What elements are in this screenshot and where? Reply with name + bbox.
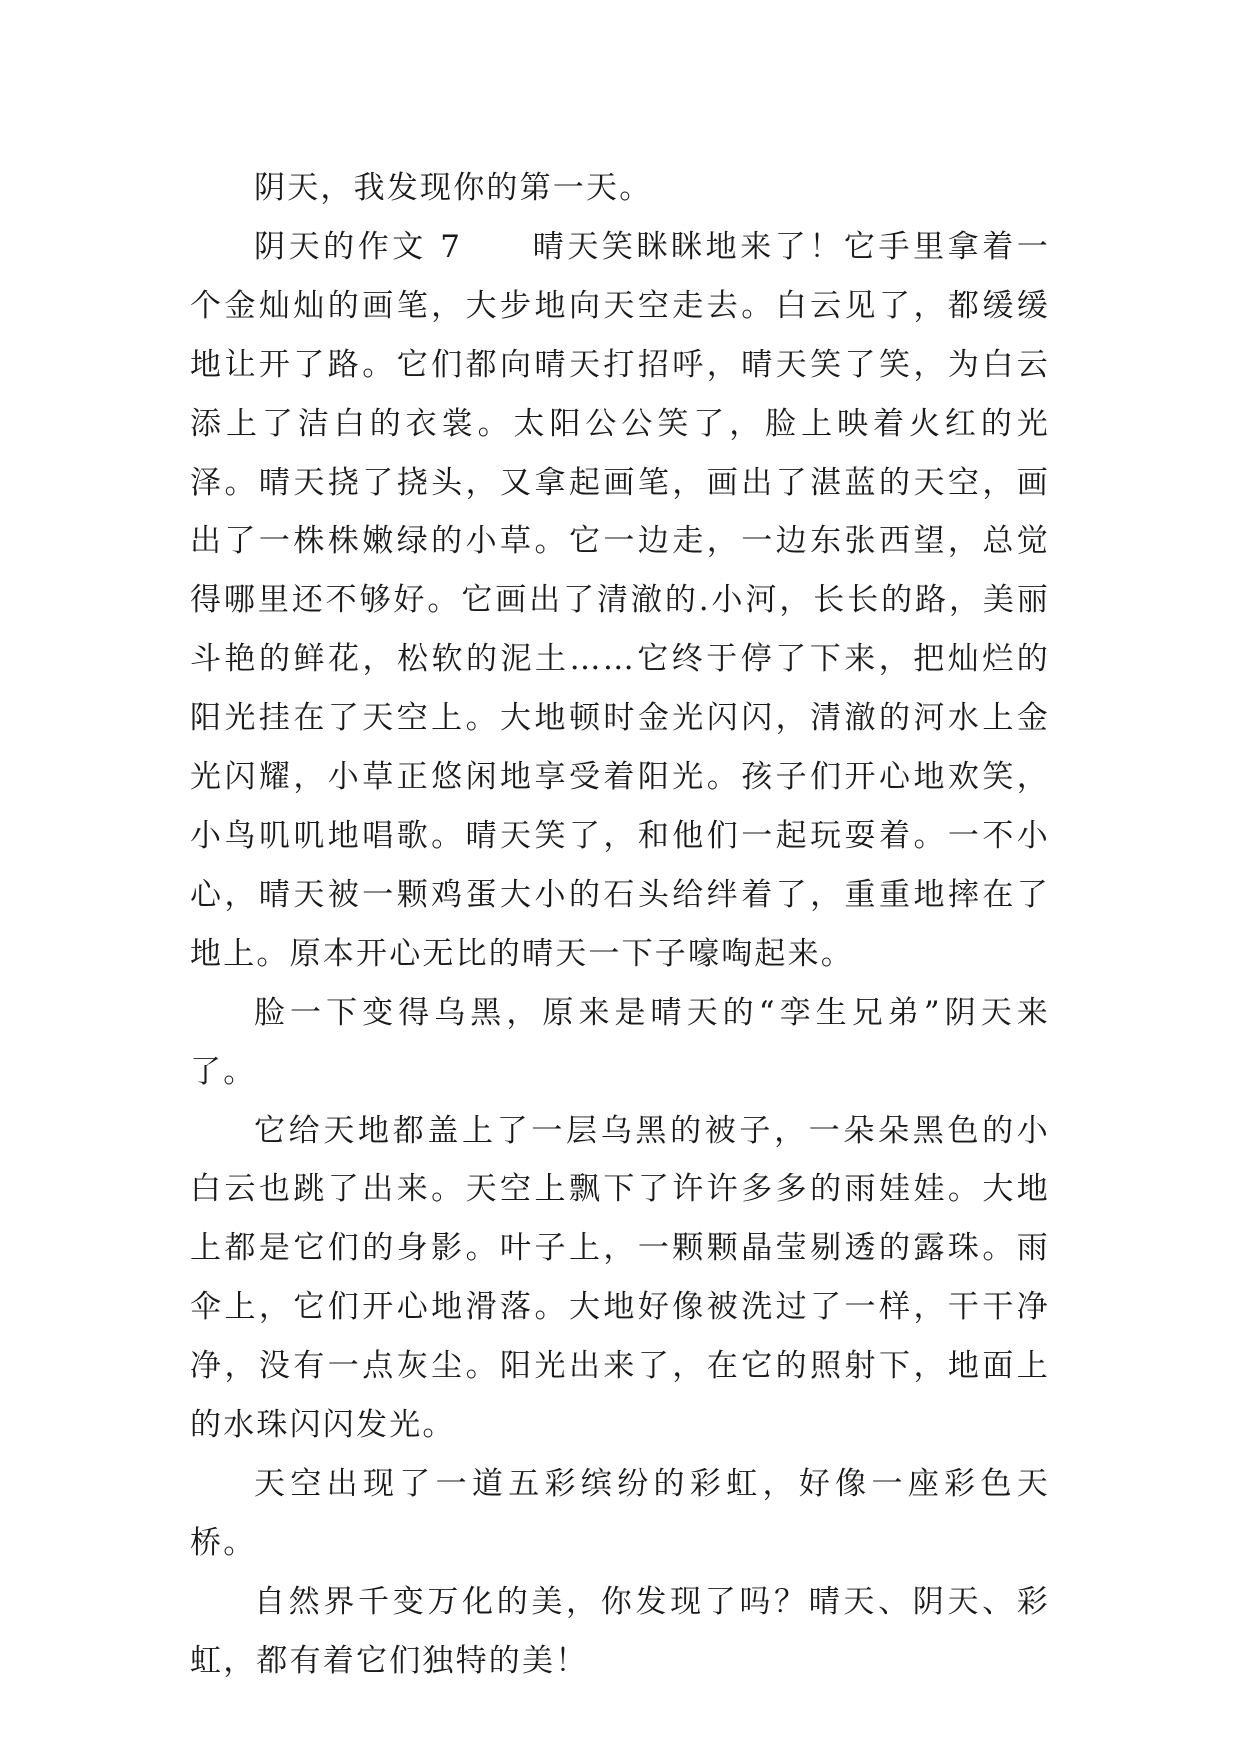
- paragraph-5: 天空出现了一道五彩缤纷的彩虹，好像一座彩色天桥。: [190, 1465, 1050, 1561]
- paragraph-6: 自然界千变万化的美，你发现了吗？晴天、阴天、彩虹，都有着它们独特的美！: [190, 1583, 1050, 1679]
- paragraph-4: 它给天地都盖上了一层乌黑的被子，一朵朵黑色的小白云也跳了出来。天空上飘下了许许多多的雨娃娃。大地上都是它们的身影。叶子上，一颗颗晶莹剔透的露珠。雨伞上，它们开心地滑落。大地好像被洗过了一样，干干净净，没有一点灰尘。阳光出来了，在它的照射下，地面上的水珠闪闪发光。: [190, 1112, 1050, 1444]
- paragraph-1: 阴天，我发现你的第一天。: [254, 170, 653, 206]
- paragraph-3: 脸一下变得乌黑，原来是晴天的“孪生兄弟”阴天来了。: [190, 994, 1050, 1090]
- essay-body: [190, 159, 1050, 1691]
- paragraph-2: 阴天的作文 7 晴天笑眯眯地来了！它手里拿着一个金灿灿的画笔，大步地向天空走去。白云见了，都缓缓地让开了路。它们都向晴天打招呼，晴天笑了笑，为白云添上了洁白的衣裳。太阳公公笑了，脸上映着火红的光泽。晴天挠了挠头，又拿起画笔，画出了湛蓝的天空，画出了一株株嫩绿的小草。它一边走，一边东张西望，总觉得哪里还不够好。它画出了清澈的.小河，长长的路，美丽斗艳的鲜花，松软的泥土……它终于停了下来，把灿烂的阳光挂在了天空上。大地顿时金光闪闪，清澈的河水上金光闪耀，小草正悠闲地享受着阳光。孩子们开心地欢笑，小鸟叽叽地唱歌。晴天笑了，和他们一起玩耍着。一不小心，晴天被一颗鸡蛋大小的石头给绊着了，重重地摔在了地上。原本开心无比的晴天一下子嚎啕起来。: [190, 228, 1050, 972]
